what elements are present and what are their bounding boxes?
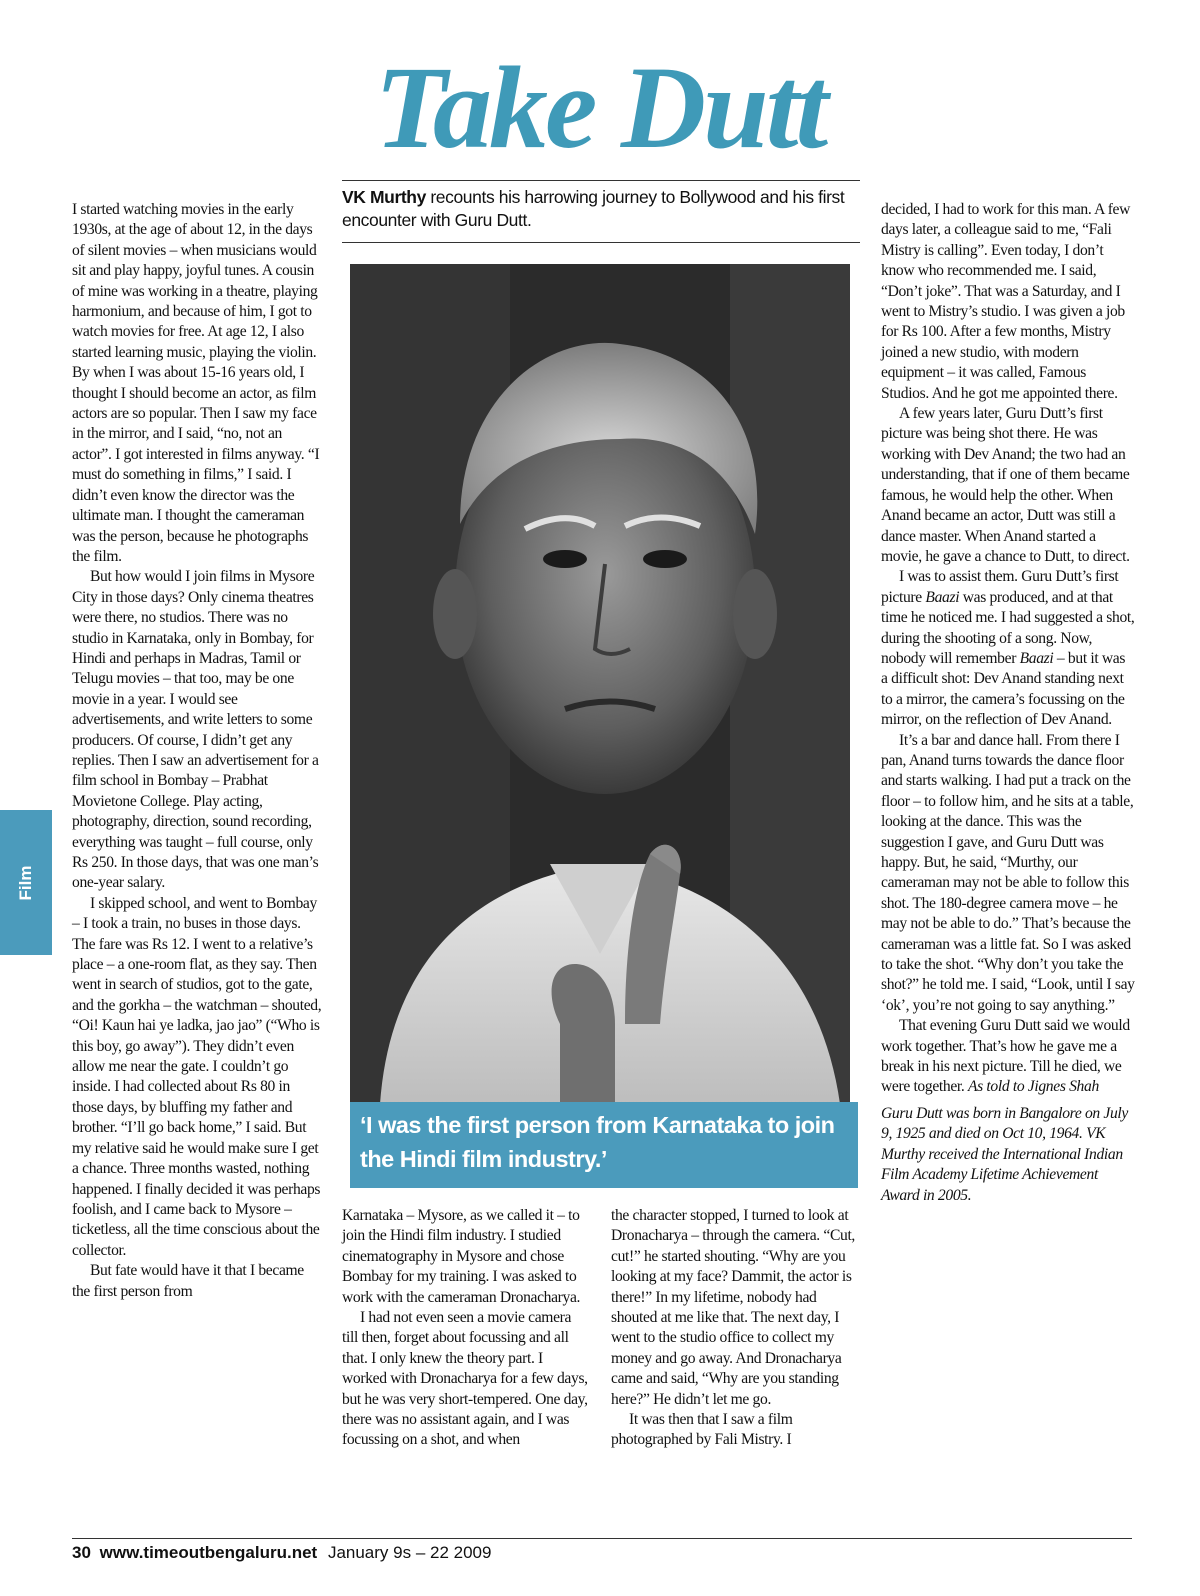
footer-url[interactable]: www.timeoutbengaluru.net [99, 1543, 318, 1562]
bio-note: Guru Dutt was born in Bangalore on July 9, 1925 and died on Oct 10, 1964. VK Murthy received the International Indian Film Academy Lifetime Achievement Award in 2005. [881, 1104, 1128, 1204]
standfirst-text: recounts his harrowing journey to Bollywood and his first encounter with Guru Dutt. [342, 187, 845, 230]
col4-paragraph-1: decided, I had to work for this man. A few days later, a colleague said to me, “Fali Mistry is calling”. Even today, I don’t know who recommended me. I said, “Don’t joke”. That was a Saturday, and I went to Mistry’s studio. I was given a job for Rs 100. After a few months, Mistry joined a new studio, with modern equipment – it was called, Famous Studios. And he got me appointed there. [881, 201, 1131, 402]
col1-paragraph-2: But how would I join films in Mysore City in those days? Only cinema theatres were there, no studios. There was no studio in Karnataka, only in Bombay, for Hindi and perhaps in Madras, Tamil or Telugu movies – that too, may be one movie in a year. I would see advertisements, and write letters to some producers. Of course, I didn’t get any replies. Then I saw an advertisement for a film school in Bombay – Prabhat Movietone College. Play acting, photography, direction, sound recording, everything was taught – full course, only Rs 250. In those days, that was one man’s one-year salary. [72, 568, 319, 892]
standfirst-rule [342, 242, 860, 243]
section-tab [0, 810, 52, 955]
col3-paragraph-2: It was then that I saw a film photographed by Fali Mistry. I [611, 1411, 793, 1449]
film-title-baazi: Baazi [925, 588, 960, 606]
column-1 [72, 200, 322, 1302]
portrait-photo [350, 264, 850, 1104]
author-credit: As told to Jignes Shah [967, 1078, 1099, 1096]
col4-paragraph-5 [881, 1016, 1135, 1098]
footer-rule [72, 1538, 1132, 1539]
page-number: 30 [72, 1543, 91, 1562]
col4-paragraph-4: It’s a bar and dance hall. From there I pan, Anand turns towards the dance floor and starts walking. I had put a track on the floor – to follow him, and he sits at a table, looking at the dance. This was the suggestion I gave, and Guru Dutt was happy. But, he said, “Murthy, our cameraman may not be able to follow this shot. The 180-degree camera move – he may not be able to do.” That’s because the cameraman was a little fat. So I was asked to take the shot. “Why don’t you take the shot?” he told me. I said, “Look, until I say ‘ok’, you’re not going to say anything.” [881, 731, 1135, 1014]
issue-date: January 9s – 22 2009 [327, 1543, 492, 1562]
col4-p3-part-c: – but it was a difficult shot: Dev Anand standing next to a mirror, the camera’s focussing on the mirror, on the reflection of Dev Anand. [881, 649, 1126, 729]
standfirst-name: VK Murthy [342, 187, 426, 207]
col4-p3-part-b: was produced, and at that time he noticed me. I had suggested a shot, during the shooting of a song. Now, nobody will remember [881, 588, 1135, 667]
col1-paragraph-3: I skipped school, and went to Bombay – I took a train, no buses in those days. The fare was Rs 12. I went to a relative’s place – a one-room flat, as they say. Then went in search of studios, got to the gate, and the gorkha – the watchman – shouted, “Oi! Kaun hai ye ladka, jao jao” (“Who is this boy, go away”). They didn’t even allow me near the gate. I couldn’t go inside. I had collected about Rs 80 in those days, by bluffing my father and brother. “I’ll go back home,” I said. But my relative said he would make sure I get a chance. Three months wasted, nothing happened. I finally decided it was perhaps foolish, and I came back to Mysore – ticketless, all the time conscious about the collector. [72, 894, 322, 1259]
col2-paragraph-2: I had not even seen a movie camera till then, forget about focussing and all that. I only knew the theory part. I worked with Dronacharya for a few days, but he was very short-tempered. One day, there was no assistant again, and I was focussing on a shot, and when [342, 1309, 588, 1449]
column-2 [342, 1206, 590, 1451]
col3-paragraph-1: the character stopped, I turned to look at Dronacharya – through the camera. “Cut, cut!” he started shouting. “Why are you looking at my face? Dammit, the actor is there!” In my lifetime, nobody had shouted at me like that. The next day, I went to the studio office to collect my money and go away. And Dronacharya came and said, “Why are you standing here?” He didn’t let me go. [611, 1207, 855, 1408]
pull-quote: ‘I was the first person from Karnataka to join the Hindi film industry.’ [350, 1102, 858, 1188]
column-3 [611, 1206, 861, 1451]
column-4 [881, 200, 1135, 1206]
title-rule [342, 180, 860, 181]
page-footer [72, 1541, 491, 1565]
portrait-illustration [350, 264, 850, 1104]
standfirst [342, 186, 862, 232]
article-title: Take Dutt [374, 42, 826, 173]
col4-p3-part-a: I was to assist them. Guru Dutt’s first picture [881, 568, 1119, 606]
col4-p5-text: That evening Guru Dutt said we would work together. That’s how he gave me a break in his next picture. Till he died, we were together. [881, 1017, 1130, 1096]
film-title-baazi-2: Baazi [1019, 649, 1054, 667]
section-label: Film [16, 865, 35, 900]
col4-paragraph-3 [881, 567, 1135, 730]
col1-paragraph-4: But fate would have it that I became the first person from [72, 1262, 304, 1300]
col1-paragraph-1: I started watching movies in the early 1930s, at the age of about 12, in the days of silent movies – when musicians would sit and play happy, joyful tunes. A cousin of mine was working in a theatre, playing harmonium, and because of him, I got to watch movies for free. At age 12, I also started learning music, playing the violin. By when I was about 15-16 years old, I thought I should become an actor, as film actors are so popular. Then I saw my face in the mirror, and I said, “no, not an actor”. I got interested in films anyway. “I must do something in films,” I said. I didn’t even know the director was the ultimate man. I thought the cameraman was the person, because he photographs the film. [72, 201, 320, 565]
col2-paragraph-1: Karnataka – Mysore, as we called it – to join the Hindi film industry. I studied cinematography in Mysore and chose Bombay for my training. I was asked to work with the cameraman Dronacharya. [342, 1207, 581, 1306]
col4-paragraph-2: A few years later, Guru Dutt’s first picture was being shot there. He was working with Dev Anand; the two had an understanding, that if one of them became famous, he would help the other. When Anand became an actor, Dutt was still a dance master. When Anand started a movie, he gave a chance to Dutt, to direct. [881, 405, 1130, 565]
